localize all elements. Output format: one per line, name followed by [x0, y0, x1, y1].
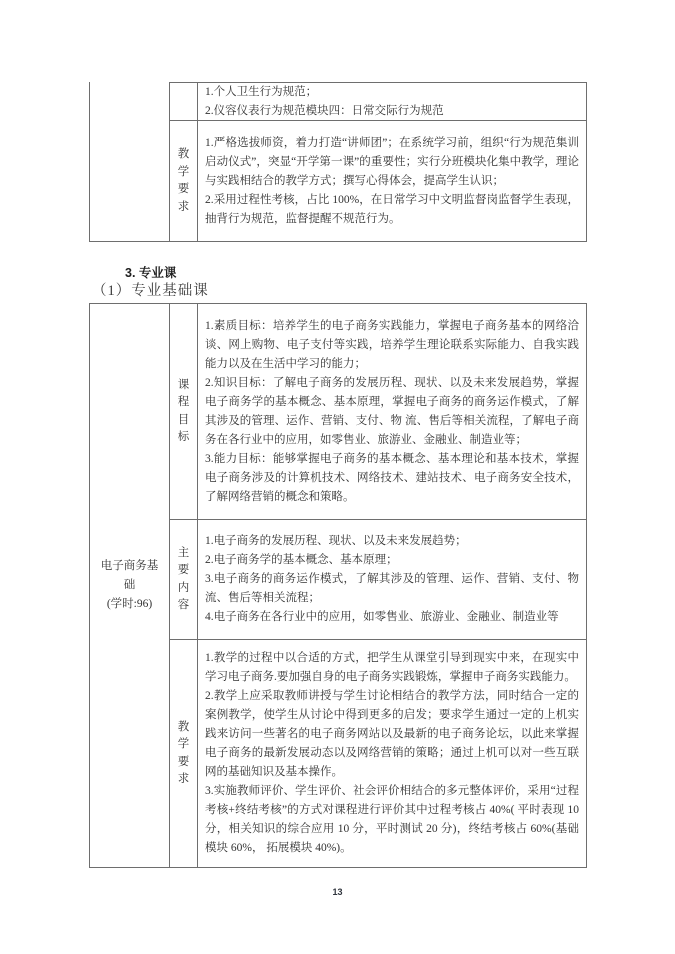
norms-table	[89, 82, 587, 242]
page-number: 13	[332, 887, 343, 897]
main-content-item: 2.电子商务学的基本概念、基本原理；	[205, 554, 398, 566]
content-cell-main-content	[198, 519, 586, 639]
row-label-main-content: 主要内容	[177, 546, 190, 611]
course-hours: (学时:96)	[106, 598, 153, 610]
norms-course-cell-empty	[90, 82, 170, 241]
section-heading: 3. 专业课	[125, 266, 177, 280]
content-cell-objectives	[198, 304, 586, 519]
teaching-req-item: 3.实施教师评价、学生评价、社会评价相结合的多元整体评价，采用“过程考核+终结考核”的方式对课程进行评价其中过程考核占 40%( 平时表现 10 分，相关知识的综合应用 10 分，平时测试 20 分)，终结考核占 60%(基础模块 60%， 拓展模块 40%)。	[205, 785, 579, 854]
objectives-item: 1.素质目标：培养学生的电子商务实践能力，掌握电子商务基本的网络洽谈、网上购物、电子支付等实践，培养学生理论联系实际能力、自我实践能力以及在生活中学习的能力；	[205, 319, 579, 370]
norms-content-cell	[198, 82, 586, 120]
objectives-item: 2.知识目标：了解电子商务的发展历程、现状、以及未来发展趋势，掌握电子商务学的基本概念、基本原理，掌握电子商务的商务运作模式，了解其涉及的管理、运作、营销、支付、物 流、售后等相关流程，了解电子商务在各行业中的应用，如零售业、旅游业、金融业、制造业等；	[205, 376, 579, 446]
main-content-item: 4.电子商务在各行业中的应用，如零售业、旅游业、金融业、制造业等	[205, 611, 559, 623]
label-cell-objectives	[170, 304, 198, 519]
course-name: 电子商务基础	[100, 560, 159, 591]
subsection-heading: （1）专业基础课	[92, 283, 209, 299]
main-content-item: 1.电子商务的发展历程、现状、以及未来发展趋势；	[205, 535, 467, 547]
norms-teaching-item: 1.严格选拔师资，着力打造“讲师团”；在系统学习前，组织“行为规范集训启动仪式”，突显“开学第一课”的重要性；实行分班模块化集中教学，理论与实践相结合的教学方式；撰写心得体会，提高学生认识；	[205, 136, 579, 187]
norms-label-cell-empty	[170, 82, 198, 120]
label-cell-teaching-req	[170, 639, 198, 867]
norms-content-item: 1.个人卫生行为规范；	[205, 85, 318, 98]
course-table	[89, 303, 587, 868]
objectives-item: 3.能力目标：能够掌握电子商务的基本概念、基本理论和基本技术，掌握电子商务涉及的计算机技术、网络技术、建站技术、电子商务安全技术，了解网络营销的概念和策略。	[205, 452, 579, 503]
row-label-objectives: 课程目标	[177, 378, 190, 443]
main-content-item: 3.电子商务的商务运作模式，了解其涉及的管理、运作、营销、支付、物流、售后等相关流程；	[205, 573, 579, 604]
norms-teaching-item: 2.采用过程性考核，占比 100%，在日常学习中文明监督岗监督学生表现，抽背行为规范，监督提醒不规范行为。	[205, 193, 579, 225]
row-label-teaching: 教学要求	[177, 148, 190, 213]
teaching-req-item: 2.教学上应采取教师讲授与学生讨论相结合的教学方法，同时结合一定的案例教学，使学生从讨论中得到更多的启发；要求学生通过一定的上机实践来访问一些著名的电子商务网站以及最新的电子商务论坛，以此来掌握电子商务的最新发展动态以及网络营销的策略；通过上机可以对一些互联网的基础知识及基本操作。	[205, 690, 579, 778]
course-name-cell	[90, 304, 170, 867]
label-cell-main-content	[170, 519, 198, 639]
norms-teaching-label-cell	[170, 120, 198, 241]
content-cell-teaching-req	[198, 639, 586, 867]
row-label-teaching-req: 教学要求	[177, 720, 190, 785]
norms-teaching-content-cell	[198, 120, 586, 241]
norms-content-item: 2.仪容仪表行为规范模块四：日常交际行为规范	[205, 104, 444, 117]
teaching-req-item: 1.教学的过程中以合适的方式，把学生从课堂引导到现实中来，在现实中学习电子商务.要加强自身的电子商务实践锻炼，掌握申子商务实践能力。	[205, 652, 579, 683]
